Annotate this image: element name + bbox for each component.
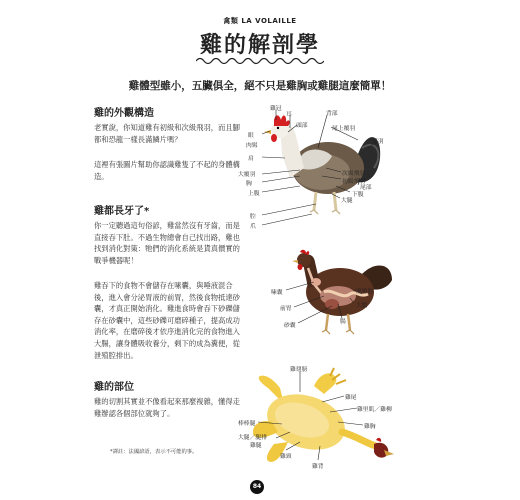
label-lower-abdomen: 下腹 xyxy=(352,192,364,198)
label-cloaca: 泄殖腔 xyxy=(356,289,374,295)
footnote: *譯註：法國諺語，表示不可能的事。 xyxy=(110,449,198,455)
label-neck: 雞頸 xyxy=(280,454,292,460)
page-title: 雞的解剖學 xyxy=(199,33,320,58)
label-breast: 胸 xyxy=(246,181,252,187)
section-heading-cuts: 雞的部位 xyxy=(94,382,134,393)
section-heading-teeth: 雞都長牙了* xyxy=(94,206,150,217)
label-saddle-feathers: 尾上覆羽 xyxy=(332,126,356,132)
label-drumstick: 棒棒腿 xyxy=(238,421,256,427)
label-tenderloin: 雞里肌／雞柳 xyxy=(357,407,392,413)
label-shank: 腔 xyxy=(250,214,256,220)
label-thigh: 大腿 xyxy=(341,198,353,204)
section-text: 雞的切割其實並不像看起來那麼複雜，懂得走雞辦認各個部位就夠了。 xyxy=(94,397,240,418)
label-shoulder: 肩 xyxy=(248,156,254,162)
label-leg: 雞腿 xyxy=(250,443,262,449)
label-breast-cut: 雞胸 xyxy=(364,424,376,430)
section-text: 雞吞下的食物不會儲存在嗉囊，與唾液混合後，進入會分泌胃液的前胃，然後食物抵達砂囊，才真正開始消化。雞進食時會吞下砂礫儲存在砂囊中，這些砂礫可磨碎種子，提高成功消化率，在磨碎後才依序進消化完的食物進入大腸，讓身體吸收養分，剩下的成為糞便，從泄殖腔排出。 xyxy=(94,281,240,360)
label-large-intestine: 大腸 xyxy=(356,303,368,309)
label-wattle: 肉髯 xyxy=(246,143,258,149)
page-number: 84 xyxy=(250,480,264,494)
label-comb: 雞冠 xyxy=(270,106,282,112)
label-tail-cut: 雞尾 xyxy=(345,395,357,401)
page-subtitle: 雞體型雖小，五臟俱全，絕不只是雞胸或雞腿這麼簡單！ xyxy=(128,80,392,92)
label-gizzard: 砂囊 xyxy=(284,323,296,329)
section-text: 老實說，你知道雞有初級和次級飛羽，而且腳都和恐龍一樣長滿鱗片嗎？ xyxy=(94,123,240,144)
label-primary-feathers: 初級飛羽 xyxy=(342,179,366,185)
label-secondary-feathers: 次級飛羽 xyxy=(342,171,366,177)
label-intestine: 腸 xyxy=(340,319,346,325)
label-wing-coverts: 大覆羽 xyxy=(238,172,256,178)
label-tail: 尾部 xyxy=(360,185,372,191)
label-tail-feathers: 尾羽 xyxy=(372,139,384,145)
label-back: 背部 xyxy=(326,111,338,117)
label-thigh-cut: 大腿／腿排 xyxy=(238,435,267,441)
section-text: 你一定聽過這句俗諺，雞當然沒有牙齒，而是直接吞下肚。不過生物總會自己找出路，雞也找到消化對策：牠們的消化系統是貨真價實的戰爭機器呢！ xyxy=(94,221,240,265)
section-text: 這裡有張圖片幫助你認識雞隻了不起的身體構造。 xyxy=(94,160,240,181)
label-proventriculus: 前胃 xyxy=(280,306,292,312)
section-heading-exterior: 雞的外觀構造 xyxy=(94,108,154,119)
label-back-cut: 雞背 xyxy=(312,464,324,470)
label-crop: 嗉囊 xyxy=(271,290,283,296)
label-eye: 眼 xyxy=(248,133,254,139)
label-wings: 雞翅膀 xyxy=(290,367,308,373)
label-ear: 耳 xyxy=(286,112,292,118)
label-head: 頭部 xyxy=(296,123,308,129)
label-upper-abdomen: 上腹 xyxy=(248,191,260,197)
label-claw: 爪 xyxy=(250,224,256,230)
section-kicker: 禽類 LA VOLAILLE xyxy=(223,17,297,25)
